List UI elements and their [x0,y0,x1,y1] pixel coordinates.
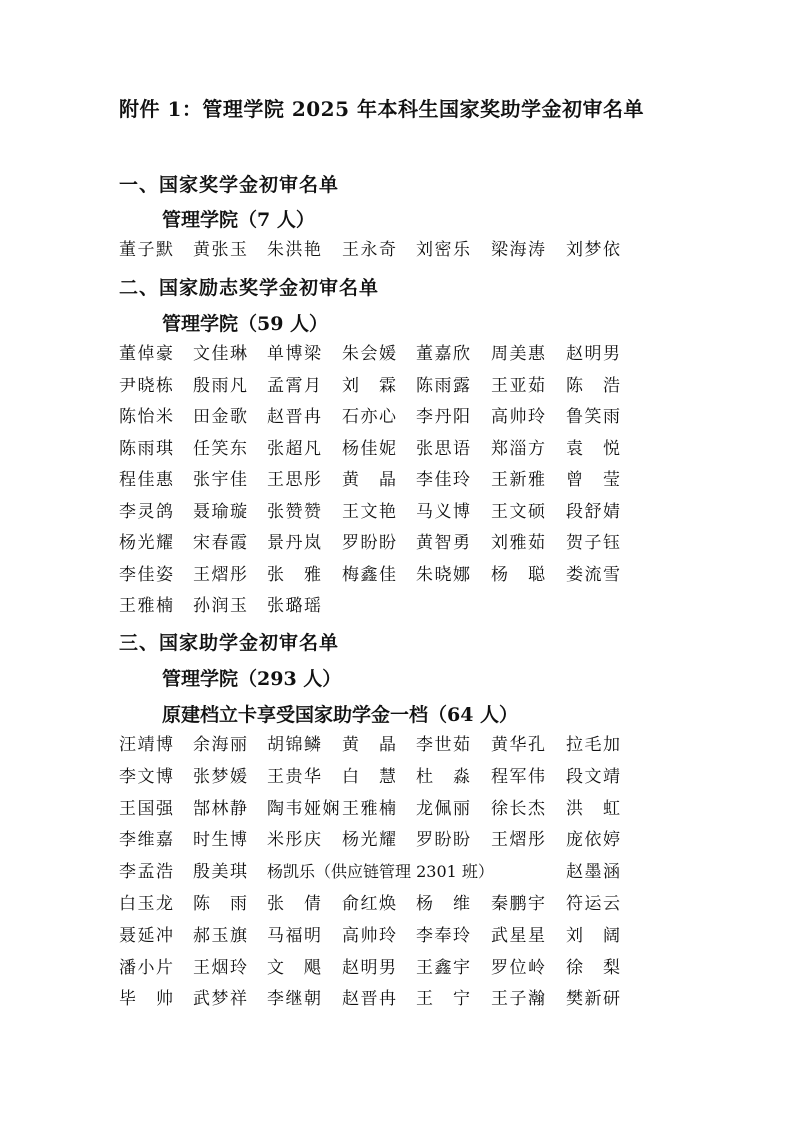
student-name: 余海丽 [193,735,249,755]
student-name: 鲁笑雨 [566,407,622,427]
student-name: 朱会媛 [342,344,398,364]
student-name: 王雅楠 [342,798,398,819]
student-name: 单博梁 [267,344,323,364]
name-row [119,924,639,948]
student-name: 刘 霖 [342,375,398,396]
student-name: 董倬豪 [119,344,175,364]
student-name: 王国强 [119,798,175,819]
grant-category-heading: 原建档立卡享受国家助学金一档（64 人） [162,704,519,726]
student-name: 任笑东 [193,438,249,459]
name-row [119,828,639,852]
student-name: 秦鹏宇 [491,894,547,914]
student-name: 张梦媛 [193,766,249,787]
student-name: 郝玉旗 [193,925,249,946]
name-row [119,500,639,524]
student-name: 张璐瑶 [267,596,323,616]
student-name: 胡锦鳞 [267,735,323,755]
student-name: 张超凡 [267,438,323,459]
name-row [119,956,639,980]
student-name: 梁海涛 [491,240,547,260]
student-name: 程军伟 [491,766,547,787]
student-name: 王文艳 [342,501,398,522]
student-name: 王烟玲 [193,957,249,978]
student-name: 王雅楠 [119,596,175,616]
student-name: 李佳玲 [416,470,472,490]
student-name: 陈怡米 [119,407,175,427]
student-name: 殷雨凡 [193,375,249,396]
student-name: 殷美琪 [193,862,249,883]
student-name: 朱晓娜 [416,564,472,585]
student-name: 符运云 [566,894,622,914]
student-name: 王亚茹 [491,375,547,396]
student-name: 王 宁 [416,989,472,1010]
name-row [119,405,639,429]
student-name: 龙佩丽 [416,798,472,819]
student-name: 马义博 [416,501,472,522]
student-name: 杨佳妮 [342,438,398,459]
student-name: 段舒婧 [566,501,622,522]
name-row [119,238,639,262]
student-name: 尹晓栋 [119,375,175,396]
student-name: 庞依婷 [566,830,622,851]
student-name: 赵明男 [566,344,622,364]
student-name: 张宇佳 [193,470,249,490]
student-name: 刘雅茹 [491,533,547,553]
student-name: 石亦心 [342,407,398,427]
student-name: 李维嘉 [119,830,175,851]
student-name: 赵墨涵 [566,862,622,883]
student-name: 周美惠 [491,344,547,364]
student-name: 朱洪艳 [267,240,323,260]
student-name: 张 雅 [267,564,323,585]
student-name: 樊新研 [566,989,622,1010]
name-row [119,892,639,916]
student-name: 武梦祥 [193,989,249,1010]
student-name: 黄智勇 [416,533,472,553]
student-name: 赵明男 [342,957,398,978]
student-name: 徐 梨 [566,957,622,978]
student-name: 俞红焕 [342,894,398,914]
student-name: 杨 聪 [491,564,547,585]
student-name: 陈 雨 [193,894,249,914]
document-title: 附件 1：管理学院 2025 年本科生国家奖助学金初审名单 [119,97,644,121]
student-name: 贺子钰 [566,533,622,553]
student-name: 李继朝 [267,989,323,1010]
student-name: 罗位岭 [491,957,547,978]
name-row [119,342,639,366]
student-name: 罗盼盼 [342,533,398,553]
student-name: 汪靖博 [119,735,175,755]
name-row [119,594,639,618]
student-name: 段文靖 [566,766,622,787]
student-name: 张赞赞 [267,501,323,522]
student-name: 赵晋冉 [342,989,398,1010]
student-name: 黄张玉 [193,240,249,260]
student-name: 刘梦依 [566,240,622,260]
student-name: 李世茹 [416,735,472,755]
student-name: 高帅玲 [491,407,547,427]
student-name: 黄 晶 [342,470,398,490]
student-name: 拉毛加 [566,735,622,755]
student-name: 陈雨露 [416,375,472,396]
name-row [119,374,639,398]
student-name: 聂瑜璇 [193,501,249,522]
student-name: 杨凯乐（供应链管理 2301 班） [267,862,494,882]
name-row [119,437,639,461]
section-heading-inspirational: 二、国家励志奖学金初审名单 [119,277,380,299]
student-name: 郑淄方 [491,438,547,459]
student-name: 文 飓 [267,957,323,978]
student-name: 王熠彤 [193,564,249,585]
student-name: 王子瀚 [491,989,547,1010]
student-name: 潘小片 [119,957,175,978]
student-name: 孙润玉 [193,596,249,616]
section-heading-grant: 三、国家助学金初审名单 [119,632,340,654]
student-name: 李灵鸽 [119,501,175,522]
student-name: 黄 晶 [342,735,398,755]
student-name: 娄流雪 [566,564,622,585]
student-name: 陈 浩 [566,375,622,396]
student-name: 董嘉欣 [416,344,472,364]
student-name: 米彤庆 [267,830,323,851]
student-name: 杨光耀 [119,533,175,553]
student-name: 陈雨琪 [119,438,175,459]
name-row [119,987,639,1011]
student-name: 王永奇 [342,240,398,260]
student-name: 白玉龙 [119,894,175,914]
student-name: 毕 帅 [119,989,175,1010]
student-name: 武星星 [491,925,547,946]
student-name: 徐长杰 [491,798,547,819]
student-name: 李孟浩 [119,862,175,883]
student-name: 时生博 [193,830,249,851]
name-row [119,765,639,789]
college-heading-inspirational: 管理学院（59 人） [162,313,329,335]
student-name: 刘 阔 [566,925,622,946]
student-name: 袁 悦 [566,438,622,459]
college-heading-grant: 管理学院（293 人） [162,668,342,690]
student-name: 赵晋冉 [267,407,323,427]
student-name: 杨光耀 [342,830,398,851]
student-name: 程佳惠 [119,470,175,490]
name-row [119,733,639,757]
student-name: 刘密乐 [416,240,472,260]
student-name: 宋春霞 [193,533,249,553]
student-name: 黄华孔 [491,735,547,755]
student-name: 孟霄月 [267,375,323,396]
student-name: 王思彤 [267,470,323,490]
student-name: 梅鑫佳 [342,564,398,585]
name-row [119,468,639,492]
student-name: 李奉玲 [416,925,472,946]
student-name: 李佳姿 [119,564,175,585]
student-name: 陶韦娅娴 [267,798,341,819]
student-name: 张思语 [416,438,472,459]
student-name: 郜林静 [193,798,249,819]
student-name: 洪 虹 [566,798,622,819]
student-name: 杨 维 [416,894,472,914]
name-row [119,531,639,555]
student-name: 马福明 [267,925,323,946]
name-row [119,563,639,587]
student-name: 高帅玲 [342,925,398,946]
student-name: 罗盼盼 [416,830,472,851]
name-row [119,797,639,821]
student-name: 杜 淼 [416,766,472,787]
student-name: 王贵华 [267,766,323,787]
student-name: 李丹阳 [416,407,472,427]
student-name: 文佳琳 [193,344,249,364]
student-name: 张 倩 [267,894,323,914]
student-name: 王新雅 [491,470,547,490]
student-name: 景丹岚 [267,533,323,553]
student-name: 王文硕 [491,501,547,522]
college-heading-scholarship: 管理学院（7 人） [162,209,315,231]
student-name: 曾 莹 [566,470,622,490]
section-heading-scholarship: 一、国家奖学金初审名单 [119,174,340,196]
student-name: 李文博 [119,766,175,787]
student-name: 王熠彤 [491,830,547,851]
student-name: 田金歌 [193,407,249,427]
student-name: 王鑫宇 [416,957,472,978]
student-name: 白 慧 [342,766,398,787]
name-row [119,860,639,884]
student-name: 董子默 [119,240,175,260]
student-name: 聂延冲 [119,925,175,946]
